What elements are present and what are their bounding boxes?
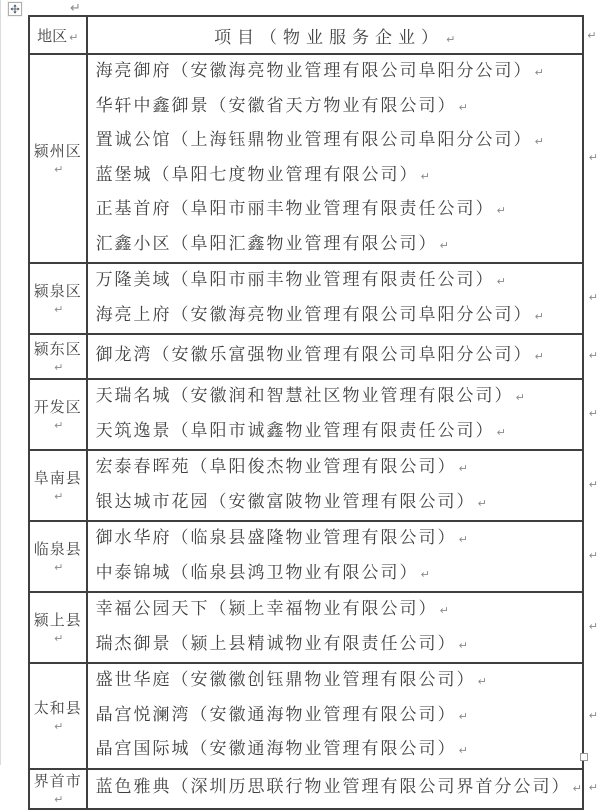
project-line (96, 55, 582, 90)
end-of-cell-mark: ↵ (54, 792, 64, 806)
table-row (29, 379, 599, 450)
end-of-cell-mark: ↵ (54, 360, 64, 374)
region-cell[interactable] (29, 592, 87, 663)
project-line (96, 451, 582, 486)
project-line (96, 380, 582, 415)
end-of-row-mark: ↵ (588, 349, 598, 363)
project-line (96, 522, 582, 557)
row-end-mark-cell (583, 16, 599, 54)
project-text: 正基首府（阜阳市丽丰物业管理有限责任公司） (95, 199, 495, 218)
region-label: 太和县 (33, 700, 82, 717)
project-text: 蓝堡城（阜阳七度物业管理有限公司） (95, 164, 419, 184)
end-of-line-mark: ↵ (572, 782, 582, 796)
end-of-line-mark: ↵ (534, 309, 544, 323)
end-of-line-mark: ↵ (496, 204, 506, 217)
row-end-mark-box (587, 667, 598, 765)
region-label: 颍上县 (33, 612, 82, 629)
project-text: 华轩中鑫御景（安徽省天方物业有限公司） (95, 95, 457, 115)
region-cell[interactable] (29, 263, 87, 334)
end-of-line-mark: ↵ (420, 567, 430, 581)
row-end-mark-cell (583, 521, 599, 592)
projects-cell[interactable] (87, 521, 583, 592)
end-of-row-mark: ↵ (588, 478, 598, 492)
header-project-label: 项目（物业服务企业） (214, 27, 445, 47)
end-of-line-mark: ↵ (420, 169, 430, 183)
project-line (96, 90, 582, 125)
end-of-line-mark: ↵ (439, 238, 449, 252)
end-of-line-mark: ↵ (458, 100, 468, 114)
end-of-row-mark: ↵ (588, 781, 598, 795)
end-of-row-mark: ↵ (588, 407, 598, 421)
end-of-line-mark: ↵ (534, 350, 544, 364)
table-row (29, 521, 599, 592)
end-of-cell-mark: ↵ (54, 489, 64, 503)
end-of-line-mark: ↵ (477, 496, 487, 510)
property-projects-table (28, 15, 600, 810)
row-end-mark-box (587, 266, 598, 331)
table-row (29, 334, 599, 379)
project-line (96, 733, 582, 768)
table-row (29, 592, 599, 663)
project-line (96, 486, 582, 521)
project-text: 幸福公园天下（颍上幸福物业有限公司） (95, 599, 438, 618)
end-of-cell-mark: ↵ (54, 418, 64, 432)
project-line (96, 664, 582, 699)
project-line (96, 339, 582, 374)
project-text: 御龙湾（安徽乐富强物业管理有限公司阜阳分公司） (95, 345, 533, 365)
projects-cell[interactable] (87, 379, 583, 450)
table-row (29, 450, 599, 521)
region-label: 颍州区 (33, 143, 82, 160)
table-body (29, 54, 599, 809)
end-of-cell-mark: ↵ (54, 560, 64, 574)
project-text: 万隆美域（阜阳市丽丰物业管理有限责任公司） (95, 270, 495, 289)
end-of-line-mark: ↵ (534, 135, 544, 148)
region-cell[interactable] (29, 379, 87, 450)
end-of-line-mark: ↵ (477, 675, 487, 688)
projects-cell[interactable] (87, 769, 583, 809)
project-line (96, 193, 582, 228)
table-row (29, 54, 599, 263)
region-cell[interactable] (29, 54, 87, 263)
row-end-mark-cell (583, 334, 599, 379)
region-label: 颍东区 (33, 341, 82, 358)
row-end-mark-cell (583, 450, 599, 521)
row-end-mark-cell (583, 54, 599, 263)
project-text: 晶宫国际城（安徽通海物业管理有限公司） (95, 739, 457, 758)
end-of-line-mark: ↵ (458, 638, 468, 652)
end-of-row-mark: ↵ (587, 29, 597, 42)
row-end-mark-box (587, 453, 598, 518)
end-of-row-mark: ↵ (588, 549, 598, 563)
project-line (96, 593, 582, 628)
row-end-mark-box (587, 61, 598, 256)
end-of-cell-mark: ↵ (54, 719, 64, 733)
header-cell-region[interactable] (29, 16, 87, 54)
row-end-mark-cell (583, 769, 599, 809)
region-cell[interactable] (29, 663, 87, 769)
end-of-line-mark: ↵ (515, 391, 525, 404)
region-label: 临泉县 (33, 541, 82, 558)
project-text: 置诚公馆（上海钰鼎物业管理有限公司阜阳分公司） (95, 130, 533, 149)
project-text: 银达城市花园（安徽富陂物业管理有限公司） (95, 491, 476, 511)
projects-cell[interactable] (87, 450, 583, 521)
table-row (29, 663, 599, 769)
project-text: 天瑞名城（安徽润和智慧社区物业管理有限公司） (95, 386, 514, 405)
project-text: 瑞杰御景（颍上县精诚物业有限责任公司） (95, 633, 457, 653)
project-text: 晶宫悦澜湾（安徽通海物业管理有限公司） (95, 704, 457, 724)
region-cell[interactable] (29, 334, 87, 379)
project-line (96, 628, 582, 663)
end-of-line-mark: ↵ (458, 744, 468, 757)
region-cell[interactable] (29, 521, 87, 592)
projects-cell[interactable] (87, 263, 583, 334)
end-of-line-mark: ↵ (496, 425, 506, 439)
region-label: 阜南县 (33, 470, 82, 487)
table-row (29, 263, 599, 334)
move-arrows-icon (10, 4, 20, 14)
end-of-cell-mark: ↵ (54, 162, 64, 176)
region-label: 界首市 (33, 773, 82, 790)
table-move-handle[interactable] (8, 2, 22, 16)
project-text: 御水华府（临泉县盛隆物业管理有限公司） (95, 528, 457, 547)
end-of-cell-mark: ↵ (54, 631, 64, 645)
project-line (96, 699, 582, 734)
project-text: 中泰锦城（临泉县鸿卫物业有限公司） (95, 562, 419, 582)
project-text: 蓝色雅典（深圳历思联行物业管理有限公司界首分公司） (95, 777, 571, 797)
row-end-mark-box (587, 524, 598, 589)
project-line (96, 557, 582, 592)
region-cell[interactable] (29, 450, 87, 521)
project-text: 海亮上府（安徽海亮物业管理有限公司阜阳分公司） (95, 304, 533, 324)
projects-cell[interactable] (87, 54, 583, 263)
project-text: 宏泰春晖苑（阜阳俊杰物业管理有限公司） (95, 457, 457, 476)
row-end-mark-cell (583, 592, 599, 663)
project-text: 海亮御府（安徽海亮物业管理有限公司阜阳分公司） (95, 61, 533, 80)
project-line (96, 299, 582, 334)
region-label: 颍泉区 (33, 283, 82, 300)
projects-cell[interactable] (87, 663, 583, 769)
project-text: 天筑逸景（阜阳市诚鑫物业管理有限责任公司） (95, 420, 495, 440)
project-text: 汇鑫小区（阜阳汇鑫物业管理有限公司） (95, 233, 438, 253)
header-region-label: 地区 (37, 28, 68, 45)
end-of-line-mark: ↵ (496, 275, 506, 288)
end-of-row-mark: ↵ (588, 708, 598, 722)
region-label: 开发区 (33, 399, 82, 416)
row-end-mark-box (587, 382, 598, 447)
end-of-line-mark: ↵ (458, 462, 468, 475)
row-end-mark-cell (583, 263, 599, 334)
page-left-edge (0, 0, 1, 765)
end-of-line-mark: ↵ (458, 709, 468, 723)
end-of-line-mark: ↵ (439, 604, 449, 617)
end-of-row-mark: ↵ (588, 620, 598, 634)
header-row (29, 16, 599, 54)
row-end-mark-box (587, 772, 599, 805)
end-of-cell-mark: ↵ (69, 30, 79, 44)
end-of-row-mark: ↵ (588, 151, 598, 165)
region-cell[interactable] (29, 769, 87, 809)
projects-cell[interactable] (87, 334, 583, 379)
row-end-mark-box (587, 595, 598, 660)
end-of-cell-mark: ↵ (54, 302, 64, 316)
end-of-row-mark: ↵ (588, 291, 598, 305)
project-line (96, 264, 582, 299)
row-end-mark-cell (583, 379, 599, 450)
header-cell-project[interactable] (87, 16, 583, 54)
project-text: 盛世华庭（安徽徽创钰鼎物业管理有限公司） (95, 670, 476, 689)
project-line (96, 228, 582, 263)
project-line (96, 124, 582, 159)
project-line (96, 159, 582, 194)
table-resize-handle[interactable] (580, 753, 588, 761)
end-of-line-mark: ↵ (458, 533, 468, 546)
paragraph-mark: ↵ (70, 1, 81, 16)
project-line (96, 415, 582, 450)
projects-cell[interactable] (87, 592, 583, 663)
table-row (29, 769, 599, 809)
end-of-cell-mark: ↵ (446, 32, 456, 46)
end-of-line-mark: ↵ (534, 66, 544, 79)
project-line (96, 771, 582, 806)
row-end-mark-box (587, 340, 598, 373)
